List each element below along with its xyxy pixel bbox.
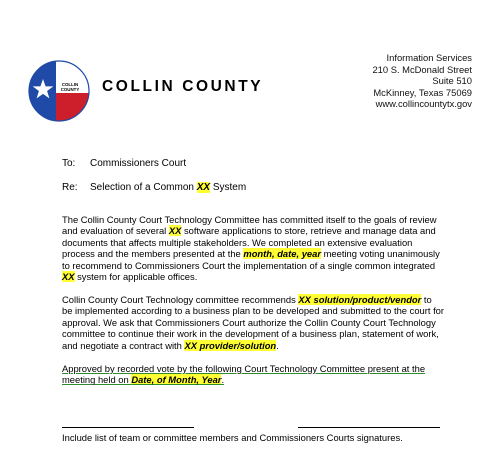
memo-re-highlight: XX [196,182,211,193]
address-line-website: www.collincountytx.gov [375,98,472,110]
para1-highlight-date: month, date, year [243,248,321,260]
org-name: COLLIN COUNTY [102,78,264,95]
address-line-city: McKinney, Texas 75069 [373,86,472,98]
address-line-dept: Information Services [386,52,472,63]
para2-highlight-vendor: XX solution/product/vendor [298,294,422,305]
memo-to-label: To: [62,158,76,169]
memo-to-line [62,158,186,169]
memo-re-suffix: System [210,182,247,193]
address-line-street: 210 S. McDonald Street [372,63,472,75]
signature-line-left [62,427,194,428]
para3-text-1: Approved by recorded vote by the following Court Technology Committee present at the meeting held on [62,363,426,386]
para1-highlight-system: XX [62,271,75,283]
collin-county-logo [28,60,90,122]
logo-text-bottom: COUNTY [60,87,80,92]
para3-text-2: . [221,374,225,386]
footer-note: Include list of team or committee members and Commissioners Courts signatures. [62,432,403,443]
para1-text-4: system for applicable offices. [74,271,198,283]
para2-text-3: . [276,339,279,351]
address-line-suite: Suite 510 [432,75,472,87]
para1-text-2: software applications to store, retrieve and manage data and documents that affects multiple stakeholders. We completed an extensive evaluation process and the members presented at the [62,225,436,260]
para3-highlight-date: Date, of Month, Year [131,374,222,386]
para2-highlight-provider: XX provider/solution [184,339,277,351]
para1-text-1: The Collin County Court Technology Committee has committed itself to the goals of review and evaluation of several [62,214,437,237]
logo-text-top: COLLIN [61,82,79,87]
para1-highlight-software: XX [168,225,182,237]
para2-text-1: Collin County Court Technology committee recommends [62,294,299,305]
paragraph-recommendation [62,294,444,351]
memo-re-text: Selection of a Common [90,182,197,193]
memo-re-line [62,182,246,193]
para2-text-2: to be implemented according to a business plan to be developed and submitted to the court for approval. We ask that Commissioners Court authorize the Collin County Court Technology committee to continue their work in the development of a business plan, statement of work, and negotiate a contract with [62,294,445,351]
paragraph-approval [62,363,444,386]
address-block [372,52,472,110]
memo-to-value: Commissioners Court [90,158,187,169]
paragraph-committee [62,214,444,282]
para1-text-3: meeting voting unanimously to recommend to Commissioners Court the implementation of a single common integrated [62,248,440,271]
memo-re-label: Re: [62,182,78,193]
signature-line-right [298,427,440,428]
